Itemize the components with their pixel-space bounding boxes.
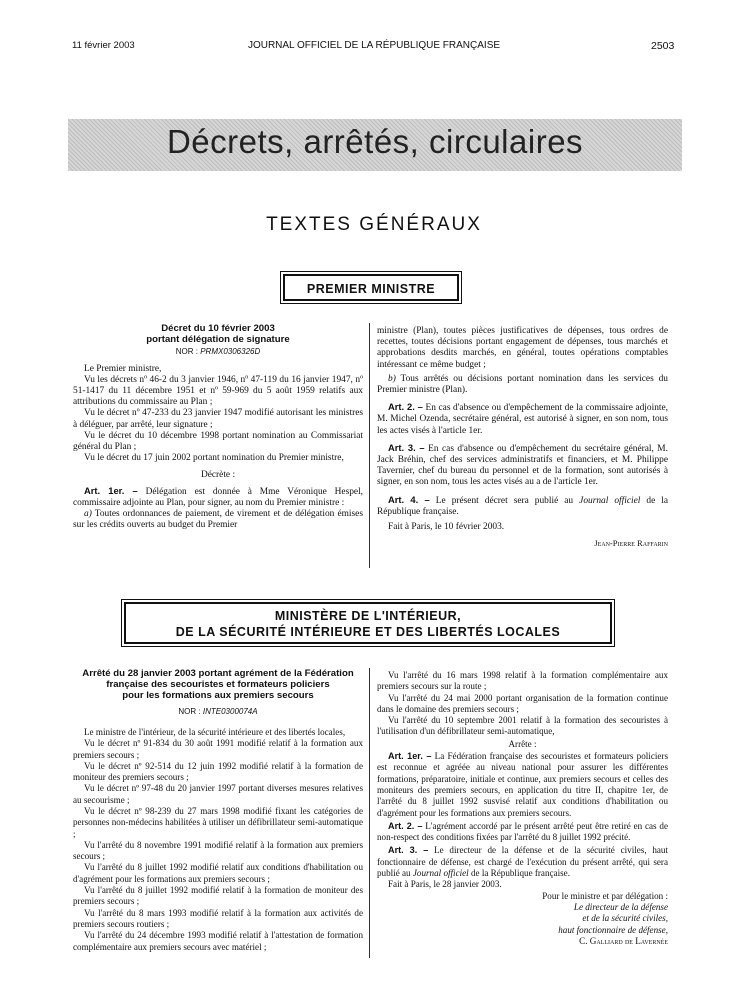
arrete-signatory-title-1: Le directeur de la défense bbox=[573, 901, 668, 912]
column-divider bbox=[369, 323, 370, 568]
arrete-paragraph: Vu l'arrêté du 10 septembre 2001 relatif à la formation des secouristes à l'utilisation d'un défibrillateur semi-automatique, bbox=[377, 715, 668, 737]
decret-article-1-a-continued: ministre (Plan), toutes pièces justificatives de dépenses, tous ordres de recettes, toutes décisions portant engagement de dépenses, tous marchés et approbations desdits marchés, en général, toutes opérations comptables intéressant ce même budget ; bbox=[377, 326, 668, 370]
arrete-signatory-title-2: et de la sécurité civiles, bbox=[582, 913, 668, 924]
ministry-box-premier-ministre bbox=[283, 274, 459, 301]
decret-decrete: Décrète : bbox=[200, 470, 236, 481]
arrete-pour: Pour le ministre et par délégation : bbox=[542, 890, 668, 901]
decret-article-1-b: b) Tous arrêtés ou décisions portant nomination dans les services du Premier ministre (Plan). bbox=[377, 373, 668, 396]
ministry2-line2: DE LA SÉCURITÉ INTÉRIEURE ET DES LIBERTÉS LOCALES bbox=[175, 625, 561, 639]
arrete-paragraph: Le ministre de l'intérieur, de la sécurité intérieure et des libertés locales, bbox=[84, 726, 346, 737]
arrete-paragraph: Vu l'arrêté du 8 novembre 1991 modifié relatif à la formation aux premiers secours ; bbox=[73, 839, 363, 862]
arrete-paragraph: Vu l'arrêté du 24 décembre 1993 modifié relatif à l'attestation de formation complémentaire aux premiers secours avec matériel ; bbox=[73, 930, 363, 952]
ministry-name: PREMIER MINISTRE bbox=[306, 282, 436, 296]
ministry-box-interieur bbox=[124, 602, 612, 644]
arrete-signatory-title-3: haut fonctionnaire de défense, bbox=[558, 924, 668, 935]
arrete-paragraph: Vu le décret nº 98-239 du 27 mars 1998 modifié fixant les catégories de personnes non-médecins habilitées à utiliser un défibrillateur semi-automatique ; bbox=[73, 805, 363, 839]
section-title: TEXTES GÉNÉRAUX bbox=[266, 214, 482, 235]
decret-right-column bbox=[377, 326, 668, 549]
arrete-paragraph: Vu l'arrêté du 8 mars 1993 modifié relatif à la formation aux activités de premiers secours routiers ; bbox=[73, 907, 363, 929]
arrete-article-3: Art. 3. – Le directeur de la défense et de la sécurité civiles, haut fonctionnaire de défense, est chargé de l'exécution du présent arrêté, qui sera publié au Journal officiel de la République française. bbox=[377, 845, 668, 879]
arrete-paragraph: Vu l'arrêté du 8 juillet 1992 modifié relatif à la formation de moniteur des premiers secours ; bbox=[73, 885, 363, 907]
arrete-article-1: Art. 1er. – La Fédération française des secouristes et formateurs policiers est reconnue et agréée au niveau national pour assurer les différentes formations, préparatoire, initiale et continue, aux premiers secours et celles des moniteurs des premiers secours, en application du titre II, chapitre 1er, de l'arrêté du 8 juillet 1992 susvisé relatif aux conditions d'habilitation ou d'agrément pour les formations aux premiers secours. bbox=[377, 751, 668, 818]
arrete-article-2: Art. 2. – L'agrément accordé par le présent arrêté peut être retiré en cas de non-respect des conditions fixées par l'arrêté du 8 juillet 1992 précité. bbox=[377, 820, 669, 843]
banner-title: Décrets, arrêtés, circulaires bbox=[166, 123, 584, 160]
decret-signature: Jean-Pierre Raffarin bbox=[594, 538, 668, 549]
header-page-number: 2503 bbox=[651, 40, 675, 52]
decret-nor-code: PRMX0306326D bbox=[200, 347, 261, 357]
decret-paragraph: Vu le décret nº 47-233 du 23 janvier 1947 modifié autorisant les ministres à déléguer, par arrêté, leur signature ; bbox=[73, 408, 363, 430]
decret-left-column bbox=[73, 323, 363, 531]
decret-article-2: Art. 2. – En cas d'absence ou d'empêchement de la commissaire adjointe, M. Michel Ozenda, secrétaire général, est autorisé à signer, en son nom, tous les actes visés à l'article 1er. bbox=[377, 401, 669, 436]
decret-title-line1: Décret du 10 février 2003 bbox=[161, 323, 275, 334]
arrete-left-column bbox=[73, 668, 363, 953]
header-journal-title: JOURNAL OFFICIEL DE LA RÉPUBLIQUE FRANÇAISE bbox=[247, 40, 501, 51]
arrete-title-line2: pour les formations aux premiers secours bbox=[122, 690, 314, 702]
arrete-paragraph: Vu le décret nº 92-514 du 12 juin 1992 modifié relatif à la formation de moniteur des premiers secours ; bbox=[73, 760, 363, 783]
arrete-paragraph: Vu le décret nº 91-834 du 30 août 1991 modifié relatif à la formation aux premiers secours ; bbox=[73, 738, 363, 760]
section-banner bbox=[68, 119, 682, 171]
arrete-paragraph: Vu l'arrêté du 8 juillet 1992 modifié relatif aux conditions d'habilitation ou d'agrément pour les formations aux premiers secours ; bbox=[73, 862, 363, 884]
decret-article-3: Art. 3. – En cas d'absence ou d'empêchement du secrétaire général, M. Jack Bréhin, chef des services administratifs et financiers, et M. Philippe Tavernier, chef du bureau du personnel et de la formation, sont autorisés à signer, en son nom, tous les actes visés au a de l'article 1er. bbox=[377, 441, 668, 488]
decret-paragraph: Vu les décrets nº 46-2 du 3 janvier 1946, nº 47-119 du 16 janvier 1947, nº 51-1417 du 11 décembre 1951 et nº 59-969 du 5 août 1959 relatifs aux attributions du commissaire au Plan ; bbox=[73, 374, 363, 408]
arrete-arrete: Arrête : bbox=[508, 738, 537, 749]
decret-nor: NOR : PRMX0306326D bbox=[175, 347, 261, 357]
arrete-paragraph: Vu l'arrêté du 24 mai 2000 portant organisation de la formation continue dans le domaine des premiers secours ; bbox=[377, 692, 668, 714]
decret-paragraph: Vu le décret du 10 décembre 1998 portant nomination au Commissariat général du Plan ; bbox=[73, 430, 363, 453]
arrete-paragraph: Vu l'arrêté du 16 mars 1998 relatif à la formation complémentaire aux premiers secours sur la route ; bbox=[377, 670, 668, 692]
arrete-paragraph: Vu le décret nº 97-48 du 20 janvier 1997 portant diverses mesures relatives au secourisme ; bbox=[73, 783, 363, 805]
decret-article-4: Art. 4. – Le présent décret sera publié au Journal officiel de la République française. bbox=[377, 493, 669, 517]
arrete-right-column bbox=[377, 670, 668, 947]
header-date: 11 février 2003 bbox=[72, 40, 135, 51]
decret-title-line2: portant délégation de signature bbox=[146, 334, 290, 346]
arrete-signature: C. Galliard de Lavernée bbox=[579, 935, 668, 946]
decret-article-1-a: a) Toutes ordonnances de paiement, de virement et de délégation émises sur les crédits ouverts au budget du Premier bbox=[73, 509, 363, 531]
arrete-nor-code: INTE0300074A bbox=[202, 706, 258, 716]
ministry2-line1: MINISTÈRE DE L'INTÉRIEUR, bbox=[274, 609, 462, 623]
arrete-title-line1: Arrêté du 28 janvier 2003 portant agrément de la Fédération française des secouristes et formateurs policiers bbox=[82, 668, 354, 691]
decret-article-1: Art. 1er. – Délégation est donnée à Mme Véronique Hespel, commissaire adjointe au Plan, pour signer, au nom du Premier ministre : bbox=[73, 484, 364, 508]
arrete-fait: Fait à Paris, le 28 janvier 2003. bbox=[388, 879, 502, 890]
decret-paragraph: Vu le décret du 17 juin 2002 portant nomination du Premier ministre, bbox=[84, 453, 344, 464]
decret-paragraph: Le Premier ministre, bbox=[84, 363, 162, 374]
arrete-nor: NOR : INTE0300074A bbox=[178, 706, 258, 716]
decret-fait: Fait à Paris, le 10 février 2003. bbox=[388, 522, 505, 533]
column-divider bbox=[369, 668, 370, 958]
